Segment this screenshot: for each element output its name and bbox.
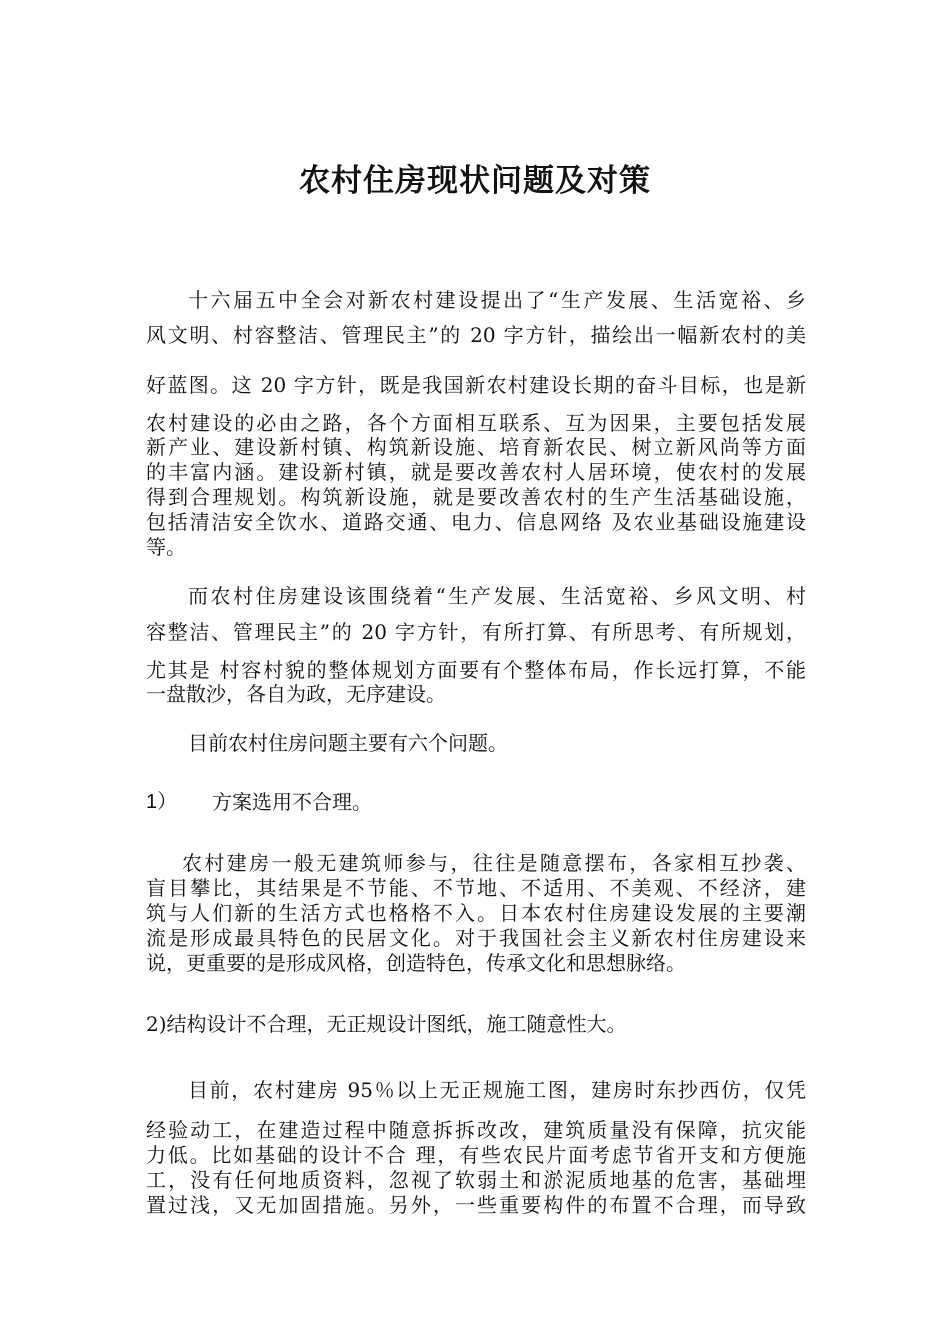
paragraph-line: 流是形成最具特色的民居文化。对于我国社会主义新农村住房建设来 bbox=[146, 926, 806, 950]
paragraph-line: 而农村住房建设该围绕着“生产发展、生活宽裕、乡风文明、村 bbox=[188, 584, 806, 608]
paragraph-line: 新产业、建设新村镇、构筑新设施、培育新农民、树立新风尚等方面 bbox=[146, 435, 806, 459]
paragraph-line: 置过浅，又无加固措施。另外，一些重要构件的布置不合理，而导致 bbox=[146, 1193, 806, 1217]
paragraph-line: 目前，农村建房 95％以上无正规施工图，建房时东抄西仿，仅凭 bbox=[188, 1078, 806, 1102]
list-heading: 2)结构设计不合理，无正规设计图纸，施工随意性大。 bbox=[146, 1012, 627, 1036]
paragraph-line: 好蓝图。这 20 字方针，既是我国新农村建设长期的奋斗目标，也是新 bbox=[146, 373, 806, 397]
list-number: 1） bbox=[146, 791, 178, 813]
paragraph-line: 说，更重要的是形成风格，创造特色，传承文化和思想脉络。 bbox=[146, 951, 686, 975]
paragraph-line: 农村建房一般无建筑师参与，往往是随意摆布，各家相互抄袭、 bbox=[182, 851, 806, 875]
document-title: 农村住房现状问题及对策 bbox=[299, 163, 651, 199]
paragraph-line: 筑与人们新的生活方式也格格不入。日本农村住房建设发展的主要潮 bbox=[146, 901, 806, 925]
paragraph-line: 十六届五中全会对新农村建设提出了“生产发展、生活宽裕、乡 bbox=[188, 288, 806, 312]
paragraph-line: 尤其是 村容村貌的整体规划方面要有个整体布局，作长远打算，不能 bbox=[146, 658, 806, 682]
paragraph-line: 工，没有任何地质资料，忽视了软弱土和淤泥质地基的危害，基础埋 bbox=[146, 1168, 806, 1192]
paragraph-line: 等。 bbox=[146, 535, 186, 559]
paragraph-line: 农村建设的必由之路，各个方面相互联系、互为因果，主要包括发展 bbox=[146, 411, 806, 435]
paragraph-line: 力低。比如基础的设计不合 理，有些农民片面考虑节省开支和方便施 bbox=[146, 1143, 806, 1167]
paragraph-line: 的丰富内涵。建设新村镇，就是要改善农村人居环境，使农村的发展 bbox=[146, 460, 806, 484]
paragraph-line: 经验动工，在建造过程中随意拆拆改改，建筑质量没有保障，抗灾能 bbox=[146, 1118, 806, 1142]
paragraph-line: 盲目攀比，其结果是不节能、不节地、不适用、不美观、不经济，建 bbox=[146, 876, 806, 900]
paragraph-line: 目前农村住房问题主要有六个问题。 bbox=[188, 731, 508, 755]
paragraph-line: 得到合理规划。构筑新设施，就是要改善农村的生产生活基础设施， bbox=[146, 485, 806, 509]
list-heading: 方案选用不合理。 bbox=[212, 790, 372, 814]
paragraph-line: 一盘散沙，各自为政，无序建设。 bbox=[146, 682, 446, 706]
paragraph-line: 包括清洁安全饮水、道路交通、电力、信息网络 及农业基础设施建设 bbox=[146, 510, 806, 534]
paragraph-line: 容整洁、管理民主”的 20 字方针，有所打算、有所思考、有所规划， bbox=[146, 620, 806, 644]
paragraph-line: 风文明、村容整洁、管理民主”的 20 字方针，描绘出一幅新农村的美 bbox=[146, 323, 806, 347]
